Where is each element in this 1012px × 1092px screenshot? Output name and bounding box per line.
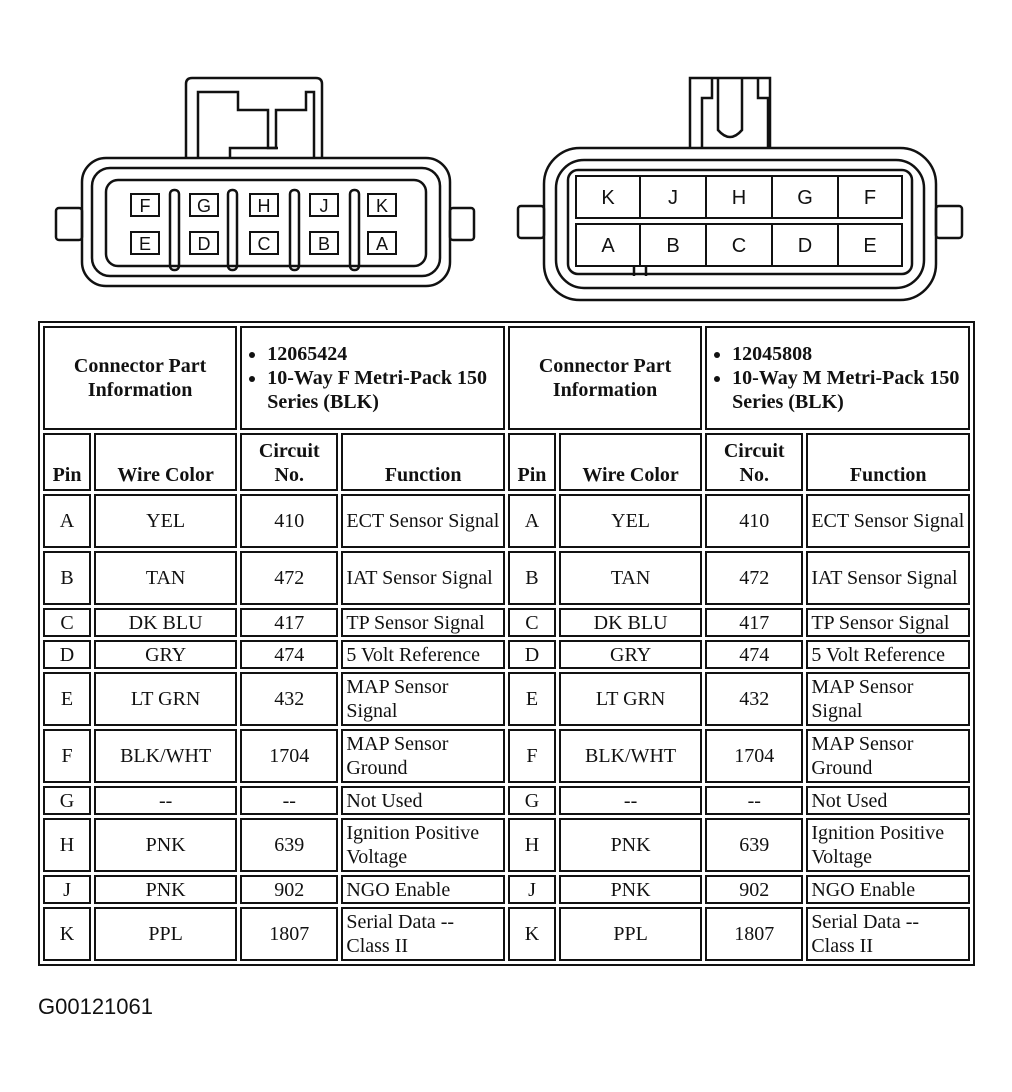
table-row — [43, 907, 970, 961]
table-row — [43, 551, 970, 605]
pin-label: A — [375, 234, 389, 254]
pin-cell: J — [43, 875, 91, 904]
pin-box — [190, 194, 218, 216]
function-cell: NGO Enable — [806, 875, 970, 904]
wire-color-cell: BLK/WHT — [94, 729, 237, 783]
left-part-number: • 12065424 — [267, 342, 500, 366]
circuit-cell: 472 — [240, 551, 338, 605]
connector-info-label-right: Connector Part Information — [508, 326, 702, 430]
pin-label: B — [666, 235, 680, 257]
pin-box — [131, 232, 159, 254]
wire-color-cell: TAN — [559, 551, 702, 605]
function-cell: 5 Volt Reference — [341, 640, 505, 669]
function-cell: ECT Sensor Signal — [806, 494, 970, 548]
function-cell: IAT Sensor Signal — [341, 551, 505, 605]
circuit-cell: 902 — [705, 875, 803, 904]
circuit-cell: 639 — [240, 818, 338, 872]
function-cell: 5 Volt Reference — [806, 640, 970, 669]
function-cell: Serial Data -- Class II — [806, 907, 970, 961]
left-part-info — [240, 326, 505, 430]
pin-header: Pin — [43, 433, 91, 491]
pin-cell: J — [508, 875, 556, 904]
pin-label: J — [319, 196, 329, 216]
pin-cell: A — [508, 494, 556, 548]
wire-color-cell: PPL — [94, 907, 237, 961]
pin-label: K — [375, 196, 389, 216]
pin-cell: D — [508, 640, 556, 669]
pin-cell: C — [43, 608, 91, 637]
pin-cell: C — [508, 608, 556, 637]
pin-cell: G — [43, 786, 91, 815]
pin-label: C — [731, 235, 747, 257]
pin-label: E — [863, 235, 877, 257]
circuit-no-header: Circuit No. — [240, 433, 338, 491]
pin-label: B — [317, 234, 331, 254]
pin-label: F — [863, 187, 877, 209]
circuit-cell: 1807 — [240, 907, 338, 961]
function-header: Function — [806, 433, 970, 491]
pin-cell: H — [508, 818, 556, 872]
function-cell: Ignition Positive Voltage — [341, 818, 505, 872]
circuit-cell: 432 — [240, 672, 338, 726]
circuit-cell: -- — [705, 786, 803, 815]
pin-box — [250, 194, 278, 216]
circuit-cell: 432 — [705, 672, 803, 726]
table-row — [43, 494, 970, 548]
pin-label: D — [797, 235, 813, 257]
column-header-row — [43, 433, 970, 491]
circuit-cell: 474 — [240, 640, 338, 669]
wire-color-cell: BLK/WHT — [559, 729, 702, 783]
pin-label: A — [601, 235, 615, 257]
circuit-cell: -- — [240, 786, 338, 815]
function-cell: TP Sensor Signal — [341, 608, 505, 637]
wire-color-cell: YEL — [94, 494, 237, 548]
pin-cell: F — [43, 729, 91, 783]
pin-box — [368, 194, 396, 216]
pin-label: E — [138, 234, 152, 254]
pin-box — [310, 194, 338, 216]
pin-label: G — [797, 187, 813, 209]
pin-cell: D — [43, 640, 91, 669]
wire-color-cell: DK BLU — [94, 608, 237, 637]
function-cell: NGO Enable — [341, 875, 505, 904]
pin-box — [310, 232, 338, 254]
circuit-cell: 410 — [240, 494, 338, 548]
wire-color-cell: DK BLU — [559, 608, 702, 637]
left-part-description: • 10-Way F Metri-Pack 150 Series (BLK) — [267, 366, 500, 414]
function-cell: IAT Sensor Signal — [806, 551, 970, 605]
wire-color-cell: PNK — [94, 875, 237, 904]
function-cell: MAP Sensor Ground — [341, 729, 505, 783]
pin-cell: E — [508, 672, 556, 726]
wire-color-cell: PPL — [559, 907, 702, 961]
circuit-cell: 639 — [705, 818, 803, 872]
pin-cell: B — [508, 551, 556, 605]
circuit-cell: 410 — [705, 494, 803, 548]
function-cell: Not Used — [341, 786, 505, 815]
pin-label: C — [257, 234, 271, 254]
function-header: Function — [341, 433, 505, 491]
wire-color-cell: PNK — [94, 818, 237, 872]
wire-color-header: Wire Color — [559, 433, 702, 491]
right-part-description: • 10-Way M Metri-Pack 150 Series (BLK) — [732, 366, 965, 414]
pin-box — [368, 232, 396, 254]
wire-color-cell: GRY — [559, 640, 702, 669]
function-cell: MAP Sensor Ground — [806, 729, 970, 783]
circuit-cell: 417 — [705, 608, 803, 637]
circuit-cell: 474 — [705, 640, 803, 669]
table-row — [43, 786, 970, 815]
pinout-table-body — [43, 326, 970, 961]
pin-header: Pin — [508, 433, 556, 491]
pin-cell: E — [43, 672, 91, 726]
pin-box — [250, 232, 278, 254]
right-part-number: • 12045808 — [732, 342, 965, 366]
pin-cell: K — [43, 907, 91, 961]
function-cell: TP Sensor Signal — [806, 608, 970, 637]
wire-color-cell: -- — [559, 786, 702, 815]
function-cell: MAP Sensor Signal — [341, 672, 505, 726]
pin-label: G — [196, 196, 212, 216]
pin-label: H — [257, 196, 271, 216]
pin-label: K — [601, 187, 615, 209]
circuit-cell: 1704 — [240, 729, 338, 783]
wire-color-header: Wire Color — [94, 433, 237, 491]
pinout-table — [38, 321, 975, 966]
connector-drawings — [0, 0, 1012, 318]
pin-cell: F — [508, 729, 556, 783]
wire-color-cell: PNK — [559, 875, 702, 904]
circuit-cell: 1807 — [705, 907, 803, 961]
table-row — [43, 608, 970, 637]
wire-color-cell: -- — [94, 786, 237, 815]
connector-info-label-left: Connector Part Information — [43, 326, 237, 430]
pin-label: J — [668, 187, 678, 209]
pin-cell: B — [43, 551, 91, 605]
function-cell: Not Used — [806, 786, 970, 815]
circuit-cell: 417 — [240, 608, 338, 637]
table-row — [43, 672, 970, 726]
part-info-row — [43, 326, 970, 430]
circuit-cell: 472 — [705, 551, 803, 605]
wire-color-cell: LT GRN — [559, 672, 702, 726]
pin-cell: K — [508, 907, 556, 961]
wire-color-cell: PNK — [559, 818, 702, 872]
function-cell: Ignition Positive Voltage — [806, 818, 970, 872]
circuit-cell: 902 — [240, 875, 338, 904]
table-row — [43, 875, 970, 904]
function-cell: ECT Sensor Signal — [341, 494, 505, 548]
table-row — [43, 729, 970, 783]
pin-label: D — [197, 234, 211, 254]
pin-cell: A — [43, 494, 91, 548]
wire-color-cell: YEL — [559, 494, 702, 548]
circuit-cell: 1704 — [705, 729, 803, 783]
pin-box — [190, 232, 218, 254]
circuit-no-header: Circuit No. — [705, 433, 803, 491]
figure-code: G00121061 — [38, 994, 153, 1019]
wire-color-cell: GRY — [94, 640, 237, 669]
function-cell: Serial Data -- Class II — [341, 907, 505, 961]
wire-color-cell: TAN — [94, 551, 237, 605]
right-part-info — [705, 326, 970, 430]
function-cell: MAP Sensor Signal — [806, 672, 970, 726]
pin-box — [131, 194, 159, 216]
pin-label: F — [139, 196, 151, 216]
pin-label: H — [731, 187, 747, 209]
table-row — [43, 640, 970, 669]
table-row — [43, 818, 970, 872]
wire-color-cell: LT GRN — [94, 672, 237, 726]
pin-cell: G — [508, 786, 556, 815]
pin-cell: H — [43, 818, 91, 872]
